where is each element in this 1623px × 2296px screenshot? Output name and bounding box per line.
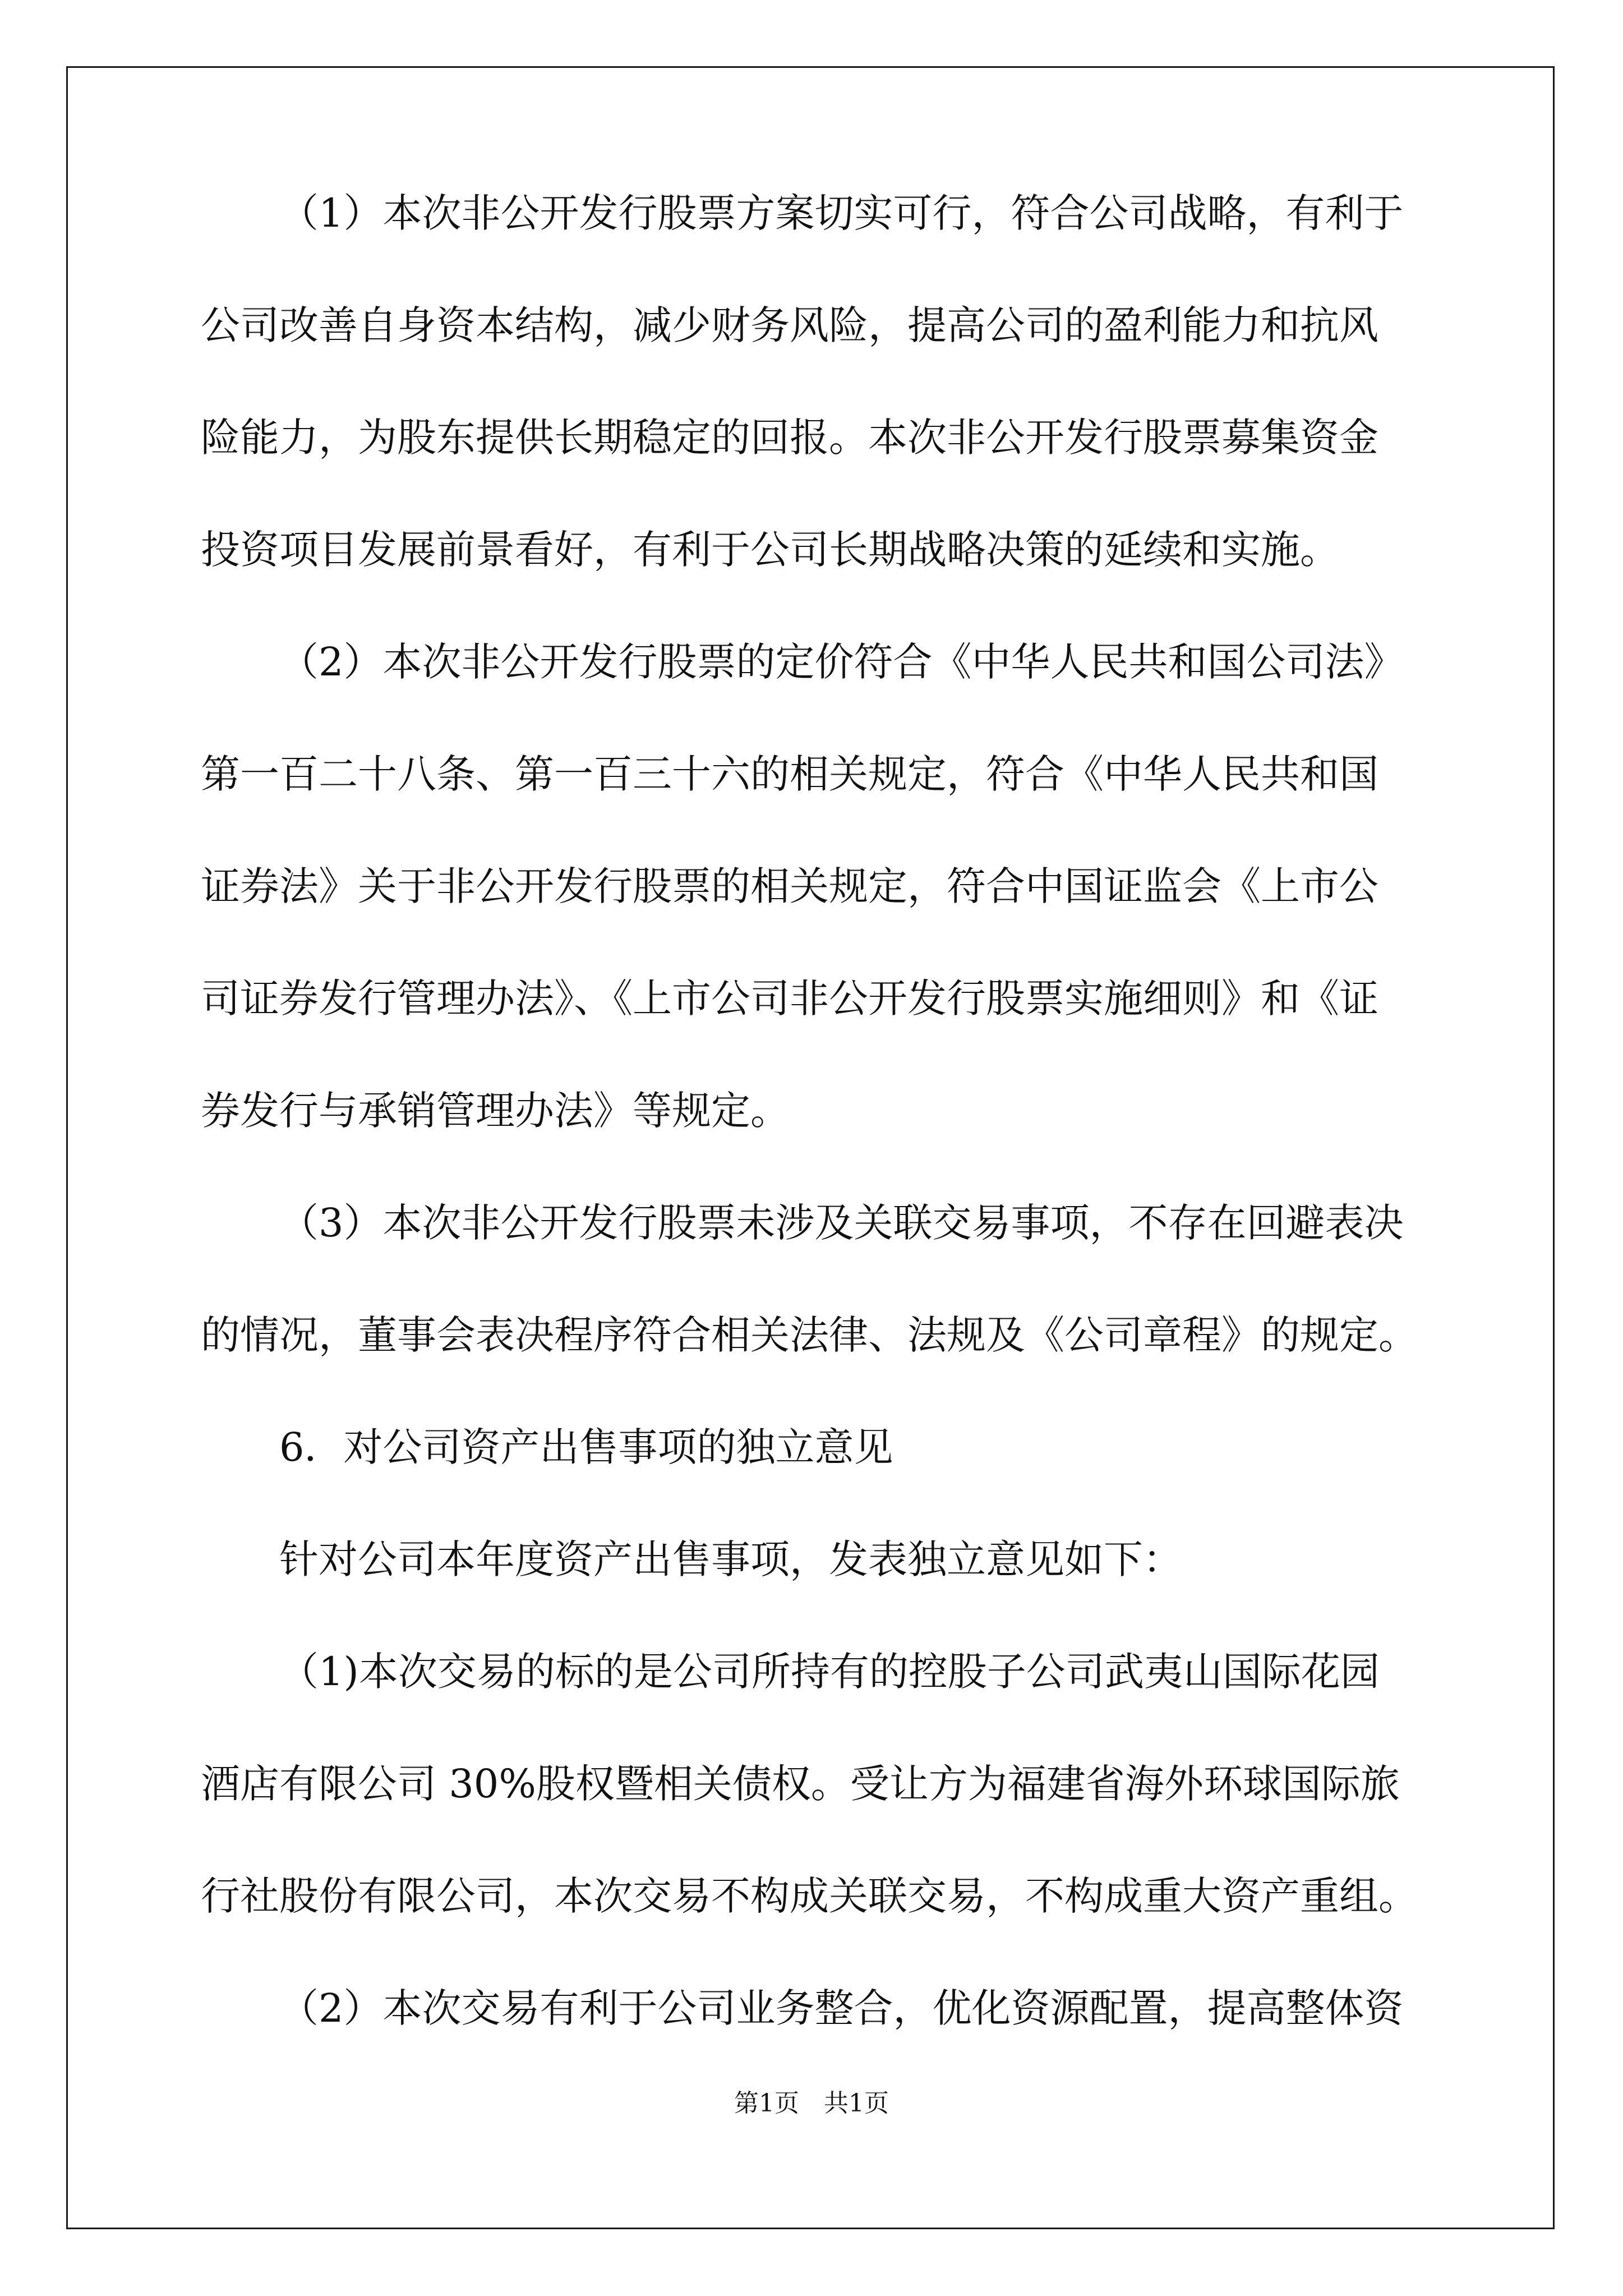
text-line: 6．对公司资产出售事项的独立意见	[279, 1425, 893, 1470]
text-line: 证券法》关于非公开发行股票的相关规定，符合中国证监会《上市公	[201, 864, 1378, 909]
text-line: （2）本次交易有利于公司业务整合，优化资源配置，提高整体资	[279, 1986, 1404, 2031]
text-line: 险能力，为股东提供长期稳定的回报。本次非公开发行股票募集资金	[201, 415, 1378, 460]
text-line: 司证券发行管理办法》、《上市公司非公开发行股票实施细则》和《证	[201, 976, 1378, 1021]
text-line: 酒店有限公司 30%股权暨相关债权。受让方为福建省海外环球国际旅	[201, 1761, 1400, 1806]
text-line: （1）本次非公开发行股票方案切实可行，符合公司战略，有利于	[279, 191, 1404, 236]
text-line: 行社股份有限公司，本次交易不构成关联交易，不构成重大资产重组。	[201, 1874, 1418, 1918]
text-line: （1)本次交易的标的是公司所持有的控股子公司武夷山国际花园	[279, 1649, 1380, 1694]
text-line: （3）本次非公开发行股票未涉及关联交易事项，不存在回避表决	[279, 1200, 1404, 1245]
page-footer: 第1页 共1页	[734, 2089, 889, 2118]
text-line: 投资项目发展前景看好，有利于公司长期战略决策的延续和实施。	[201, 527, 1339, 572]
text-line: 第一百二十八条、第一百三十六的相关规定，符合《中华人民共和国	[201, 752, 1378, 797]
text-line: 券发行与承销管理办法》等规定。	[201, 1088, 790, 1133]
document-body	[201, 191, 1429, 2098]
text-line: 的情况，董事会表决程序符合相关法律、法规及《公司章程》的规定。	[201, 1313, 1418, 1358]
text-line: 公司改善自身资本结构，减少财务风险，提高公司的盈利能力和抗风	[201, 303, 1378, 348]
text-line: （2）本次非公开发行股票的定价符合《中华人民共和国公司法》	[279, 639, 1404, 684]
text-line: 针对公司本年度资产出售事项，发表独立意见如下：	[279, 1537, 1182, 1582]
text-block	[201, 191, 1429, 2031]
